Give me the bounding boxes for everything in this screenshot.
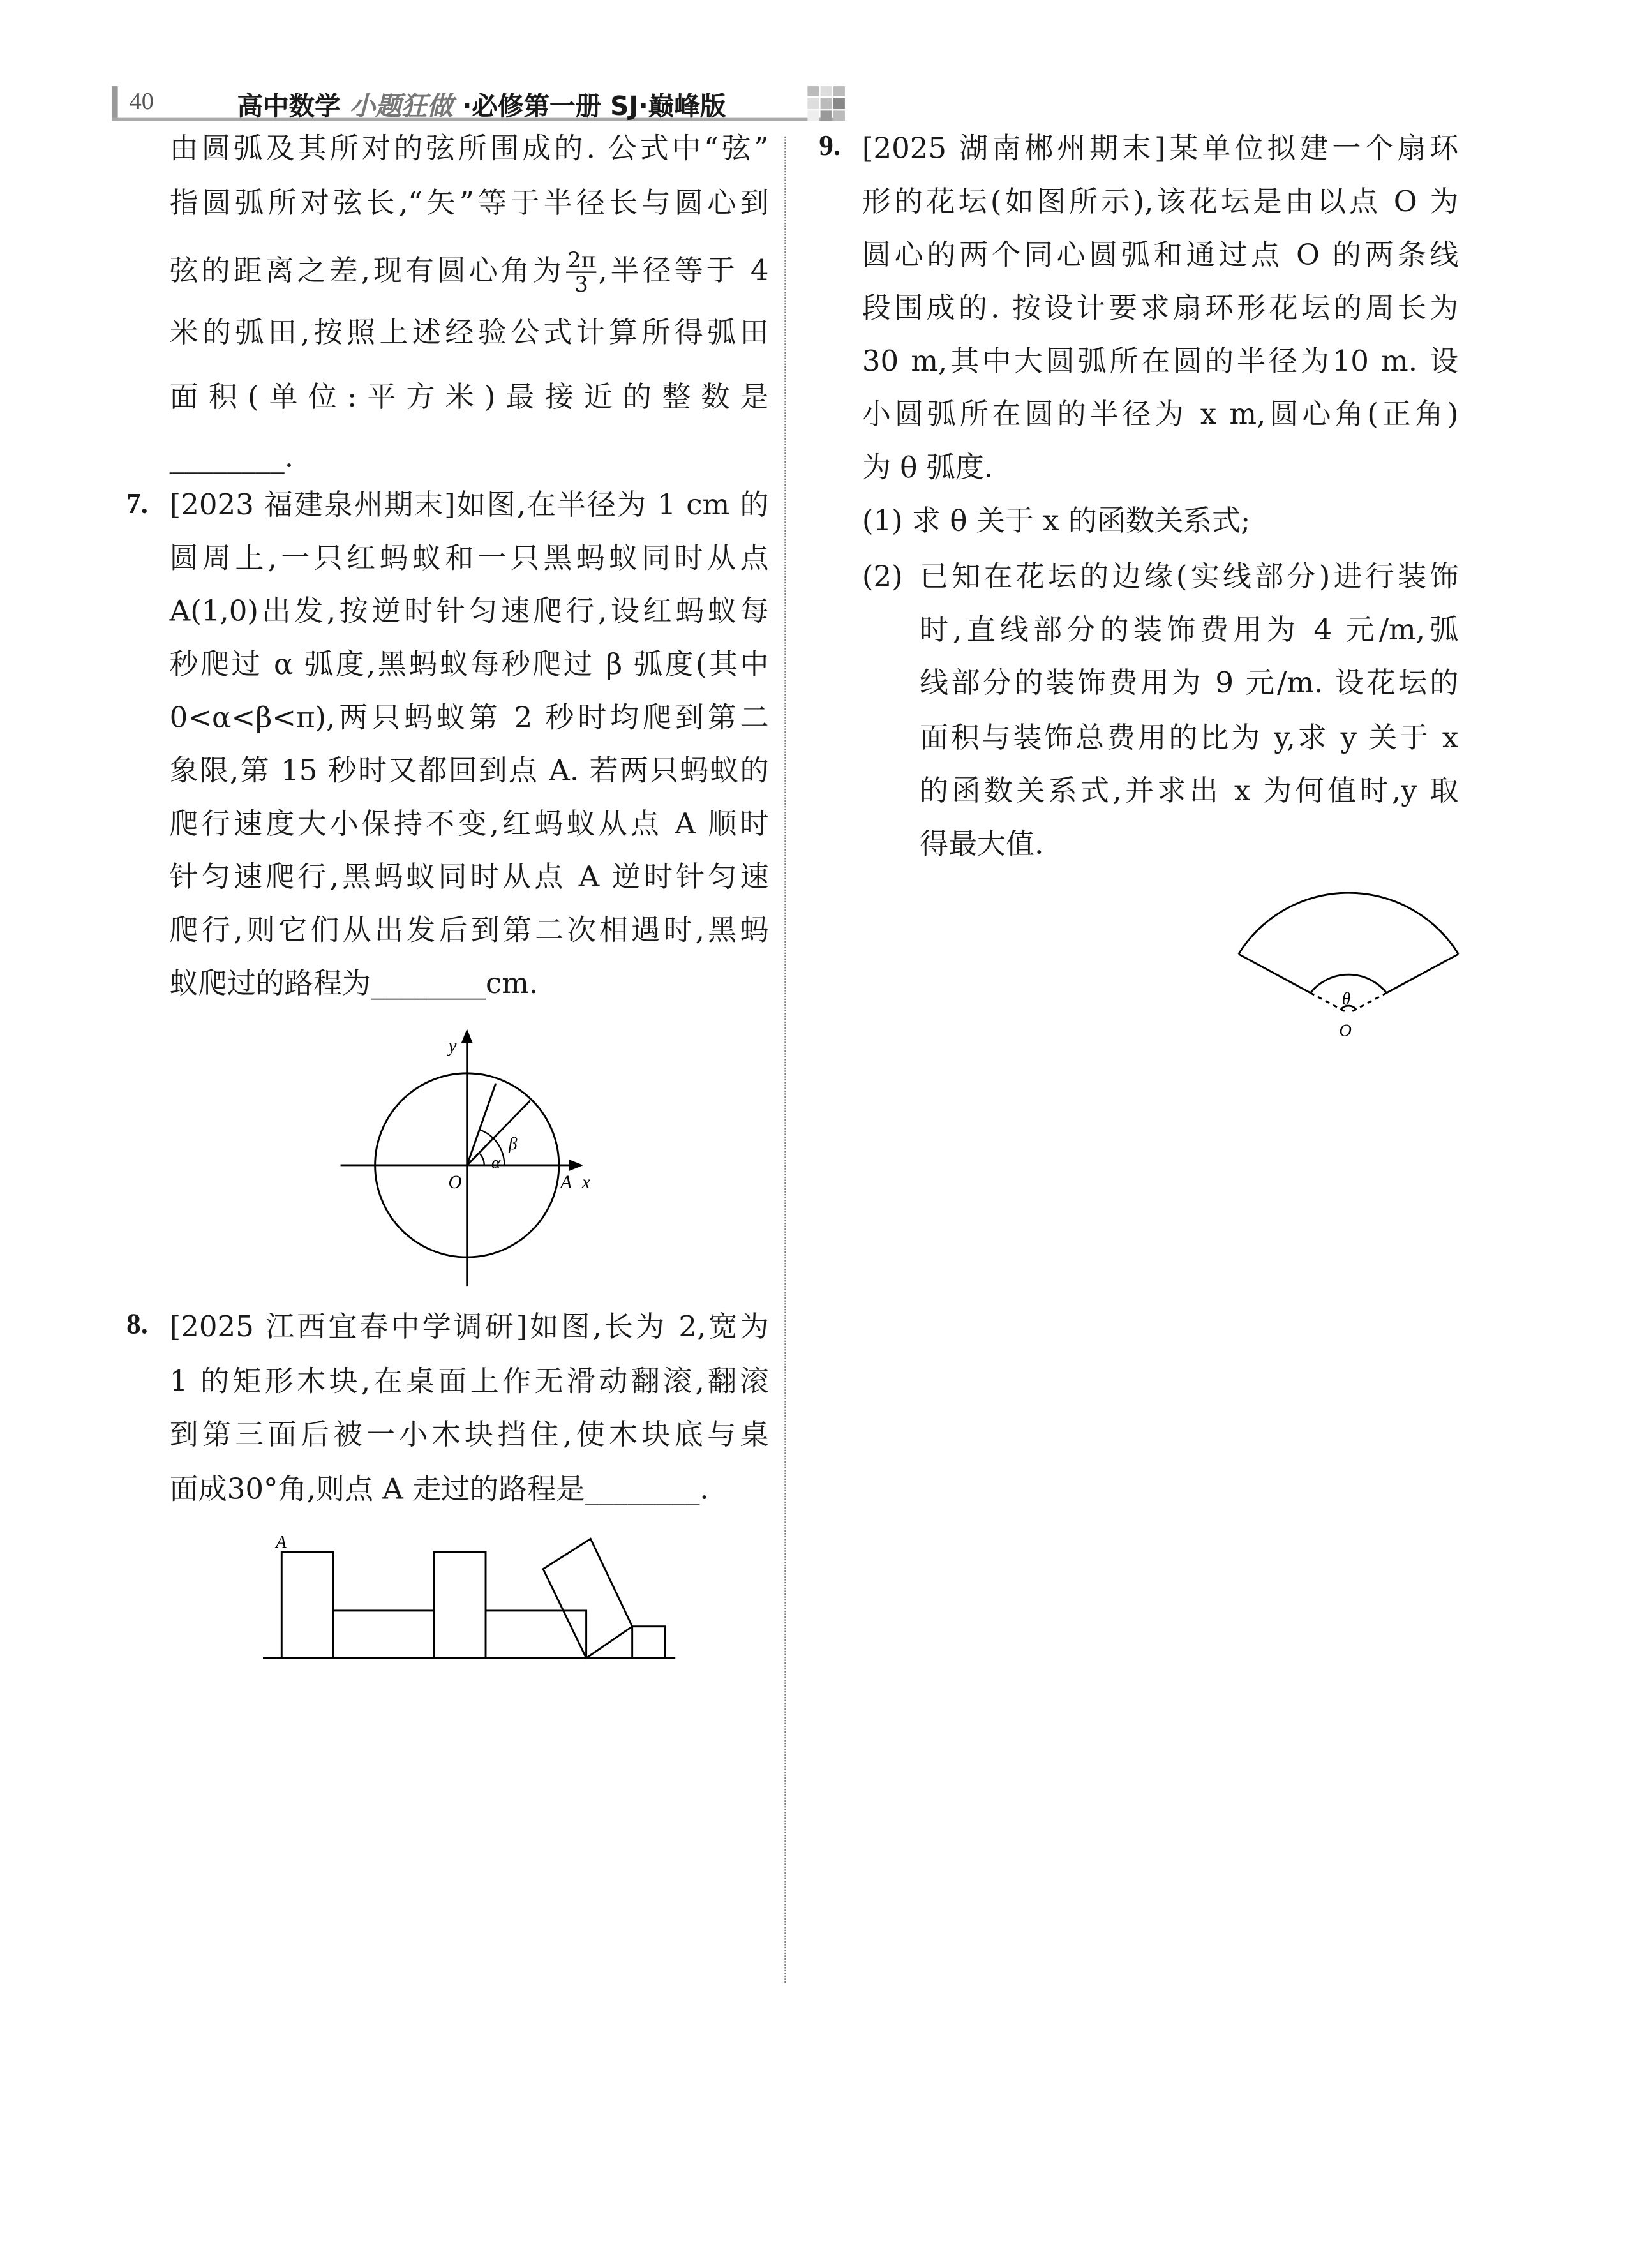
alpha-arc bbox=[480, 1154, 484, 1165]
text-line: 时,直线部分的装饰费用为 4 元/m,弧 bbox=[919, 612, 1459, 647]
text-line: 0<α<β<π),两只蚂蚁第 2 秒时均爬到第二 bbox=[169, 699, 769, 735]
question-number: 7. bbox=[126, 488, 148, 521]
origin-label: O bbox=[448, 1172, 462, 1193]
text-line-with-fraction bbox=[170, 247, 769, 296]
text-line: 段围成的. 按设计要求扇环形花坛的周长为 bbox=[862, 290, 1459, 325]
fraction-numerator: 2π bbox=[566, 249, 597, 273]
text-line: 圆周上,一只红蚂蚁和一只黑蚂蚁同时从点 bbox=[169, 540, 769, 575]
text-line: 象限,第 15 秒时又都回到点 A. 若两只蚂蚁的 bbox=[169, 752, 769, 787]
answer-blank: ________. bbox=[169, 439, 294, 474]
block-position-4 bbox=[486, 1611, 586, 1658]
text-line: 1 的矩形木块,在桌面上作无滑动翻滚,翻滚 bbox=[169, 1362, 769, 1398]
text-line: 的函数关系式,并求出 x 为何值时,y 取 bbox=[919, 772, 1459, 807]
title-edition: ·必修第一册 SJ·巅峰版 bbox=[461, 92, 726, 123]
point-a-label: A bbox=[276, 1532, 287, 1551]
question-number: 9. bbox=[819, 130, 841, 163]
text-line: 已知在花坛的边缘(实线部分)进行装饰 bbox=[919, 558, 1459, 593]
text-line: 圆心的两个同心圆弧和通过点 O 的两条线 bbox=[862, 237, 1459, 272]
text-line: 得最大值. bbox=[919, 826, 1044, 861]
block-position-2 bbox=[333, 1611, 434, 1658]
text-line: 面积(单位:平方米)最接近的整数是 bbox=[169, 379, 769, 414]
left-edge bbox=[1239, 954, 1311, 993]
text-line: 为 θ 弧度. bbox=[862, 449, 994, 484]
text-line: 秒爬过 α 弧度,黑蚂蚁每秒爬过 β 弧度(其中 bbox=[169, 646, 769, 682]
x-axis-arrow bbox=[569, 1160, 584, 1171]
right-edge bbox=[1387, 954, 1459, 993]
title-subject: 高中数学 bbox=[237, 92, 341, 123]
theta-label: θ bbox=[1341, 989, 1351, 1008]
text-line: [2025 江西宜春中学调研]如图,长为 2,宽为 bbox=[169, 1309, 769, 1344]
text-line: 面成30°角,则点 A 走过的路程是________. bbox=[169, 1471, 709, 1506]
text-line: 线部分的装饰费用为 9 元/m. 设花坛的 bbox=[919, 666, 1459, 701]
text-line: [2025 湖南郴州期末]某单位拟建一个扇环 bbox=[862, 130, 1459, 165]
part-1: (1) 求 θ 关于 x 的函数关系式; bbox=[862, 503, 1251, 538]
stopper-block bbox=[632, 1627, 666, 1659]
text-line: 到第三面后被一小木块挡住,使木块底与桌 bbox=[169, 1417, 769, 1452]
page-number: 40 bbox=[129, 87, 154, 116]
text-line: [2023 福建泉州期末]如图,在半径为 1 cm 的 bbox=[169, 487, 769, 522]
text-line: 由圆弧及其所对的弦所围成的. 公式中“弦” bbox=[169, 130, 769, 165]
text-line: 30 m,其中大圆弧所在圆的半径为10 m. 设 bbox=[862, 343, 1459, 378]
question-number: 8. bbox=[126, 1309, 148, 1341]
text-line: 蚁爬过的路程为________cm. bbox=[169, 966, 539, 1001]
text-line: 米的弧田,按照上述经验公式计算所得弧田 bbox=[169, 315, 769, 350]
text-line: 针匀速爬行,黑蚂蚁同时从点 A 逆时针匀速 bbox=[169, 859, 769, 894]
text-line: 爬行,则它们从出发后到第二次相遇时,黑蚂 bbox=[169, 912, 769, 947]
brand-logo: 小题狂做 bbox=[349, 92, 453, 123]
fraction bbox=[566, 249, 597, 296]
running-title bbox=[237, 86, 726, 124]
alpha-label: α bbox=[491, 1153, 501, 1172]
text-line: 指圆弧所对弦长,“矢”等于半径长与圆心到 bbox=[169, 185, 769, 220]
block-position-3 bbox=[434, 1552, 486, 1659]
origin-label: O bbox=[1339, 1020, 1352, 1040]
text-line: A(1,0)出发,按逆时针匀速爬行,设红蚂蚁每 bbox=[169, 593, 769, 628]
y-axis-arrow bbox=[461, 1029, 473, 1043]
text-line: 形的花坛(如图所示),该花坛是由以点 O 为 bbox=[862, 184, 1459, 219]
outer-arc bbox=[1239, 893, 1458, 954]
text: 弦的距离之差,现有圆心角为 bbox=[169, 253, 565, 288]
point-a-label: A bbox=[560, 1172, 572, 1193]
x-label: x bbox=[581, 1172, 590, 1193]
tilted-block bbox=[543, 1539, 632, 1658]
column-divider bbox=[784, 137, 786, 1983]
decorative-grid-icon bbox=[807, 86, 845, 121]
text-line: 爬行速度大小保持不变,红蚂蚁从点 A 顺时 bbox=[169, 806, 769, 841]
unit-circle-figure bbox=[331, 1027, 618, 1294]
text-line: 面积与装饰总费用的比为 y,求 y 关于 x bbox=[919, 719, 1459, 754]
dashed-right bbox=[1349, 993, 1387, 1013]
sector-ring-figure bbox=[1228, 884, 1473, 1049]
block-position-1 bbox=[281, 1552, 333, 1659]
beta-label: β bbox=[509, 1134, 518, 1154]
y-label: y bbox=[448, 1036, 457, 1057]
fraction-denominator: 3 bbox=[574, 271, 588, 298]
text-line: 小圆弧所在圆的半径为 x m,圆心角(正角) bbox=[862, 396, 1459, 431]
header-bar bbox=[112, 86, 118, 121]
rolling-block-figure bbox=[256, 1532, 694, 1682]
part-2-label: (2) bbox=[862, 558, 903, 593]
text: ,半径等于 4 bbox=[598, 253, 769, 288]
